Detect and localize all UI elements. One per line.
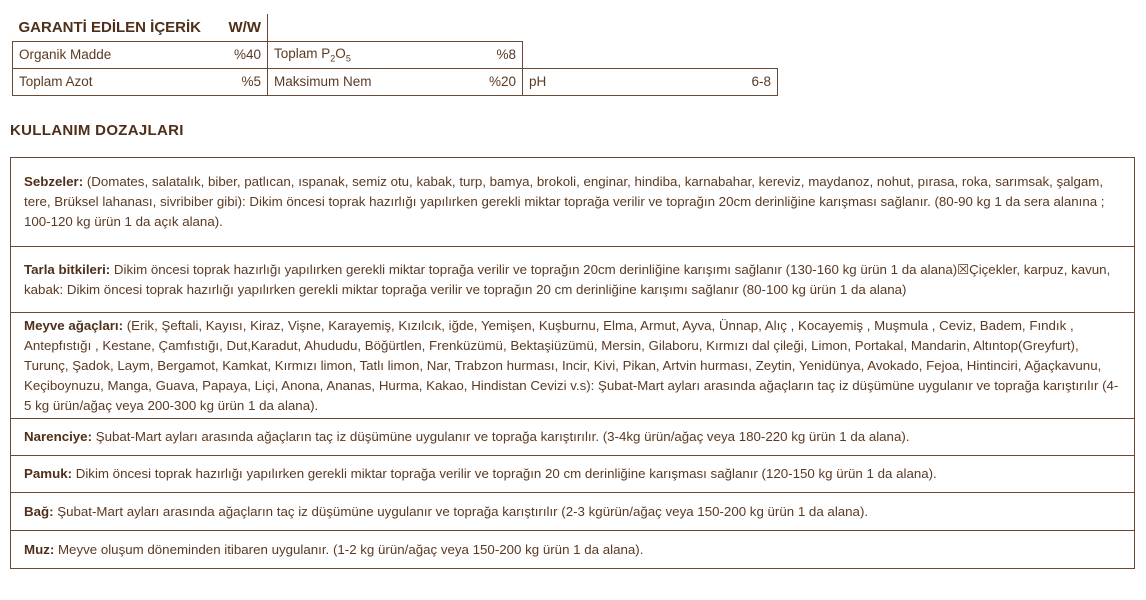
usage-title: KULLANIM DOZAJLARI bbox=[10, 122, 184, 139]
dosage-text: Meyve oluşum döneminden itibaren uygulanır. (1-2 kg ürün/ağaç veya 150-200 kg ürün 1 da alana). bbox=[54, 541, 644, 557]
guarantee-table bbox=[12, 14, 778, 96]
ph-value: 6-8 bbox=[751, 74, 771, 89]
dosage-name: Narenciye: bbox=[24, 429, 92, 444]
dosage-name: Muz: bbox=[24, 541, 55, 557]
total-p2o5-value: %8 bbox=[496, 47, 516, 62]
ph-cell bbox=[523, 68, 778, 95]
dosage-table bbox=[10, 157, 1135, 569]
dosage-name: Tarla bitkileri: bbox=[24, 261, 111, 277]
dosage-text: Şubat-Mart ayları arasında ağaçların taç iz düşümüne uygulanır ve toprağa karıştırılır (2-3 kgürün/ağaç veya 150-200 kg ürün 1 da alana). bbox=[53, 503, 869, 519]
organic-matter-cell bbox=[13, 41, 268, 68]
dosage-name: Pamuk: bbox=[24, 466, 73, 481]
dosage-row-vineyard bbox=[11, 493, 1134, 531]
ww-label: W/W bbox=[228, 18, 261, 36]
total-nitrogen-cell bbox=[13, 68, 268, 95]
guarantee-header bbox=[13, 14, 268, 41]
dosage-text: Dikim öncesi toprak hazırlığı yapılırken gerekli miktar toprağa verilir ve toprağın 20 cm derinliğine karışması sağlanır (120-150 kg ürün 1 da alana). bbox=[72, 466, 937, 481]
dosage-row-fruit-trees bbox=[11, 313, 1134, 419]
dosage-text: Dikim öncesi toprak hazırlığı yapılırken gerekli miktar toprağa verilir ve toprağın 20cm derinliğine karışımı sağlanır (130-160 kg ürün 1 da alana)☒Çiçekler, karpuz, kavun, kabak: Dikim öncesi toprak hazırlığı yapılırken gerekli miktar toprağa verilir ve toprağın 20 cm derinliğine karışımı sağlanır (80-100 kg ürün 1 da alana) bbox=[24, 261, 1111, 297]
total-p2o5-label: Toplam $P_2O_5$ bbox=[274, 45, 351, 64]
dosage-row-field-crops bbox=[11, 247, 1134, 313]
dosage-name: Sebzeler: bbox=[24, 174, 84, 189]
total-nitrogen-label: Toplam Azot bbox=[19, 74, 93, 89]
total-nitrogen-value: %5 bbox=[241, 74, 261, 89]
organic-matter-label: Organik Madde bbox=[19, 47, 112, 62]
max-moisture-label: Maksimum Nem bbox=[274, 74, 372, 89]
max-moisture-cell bbox=[268, 68, 523, 95]
dosage-row-vegetables bbox=[11, 158, 1134, 247]
dosage-name: Meyve ağaçları: bbox=[24, 317, 124, 333]
dosage-name: Bağ: bbox=[24, 503, 54, 519]
max-moisture-value: %20 bbox=[488, 74, 516, 89]
organic-matter-value: %40 bbox=[233, 47, 261, 62]
ph-label: pH bbox=[529, 74, 547, 89]
guarantee-title: GARANTİ EDİLEN İÇERİK bbox=[18, 18, 202, 36]
dosage-row-cotton bbox=[11, 456, 1134, 493]
dosage-row-citrus bbox=[11, 419, 1134, 456]
dosage-row-banana bbox=[11, 531, 1134, 569]
dosage-text: (Domates, salatalık, biber, patlıcan, ıspanak, semiz otu, kabak, turp, bamya, brokoli, enginar, hindiba, karnabahar, kereviz, maydanoz, nohut, pırasa, roka, sarımsak, şalgam, tere, Brüksel lahanası, sivribiber gibi): Dikim öncesi toprak hazırlığı yapılırken gerekli miktar toprağa verilir ve toprağın 20cm derinliğine karışması sağlanır. (80-90 kg 1 da sera alanına ; 100-120 kg ürün 1 da açık alana). bbox=[24, 174, 1105, 229]
dosage-text: (Erik, Şeftali, Kayısı, Kiraz, Vişne, Karayemiş, Kızılcık, iğde, Yemişen, Kuşburnu, Elma, Armut, Ayva, Ünnap, Alıç , Kocayemiş , Muşmula , Ceviz, Badem, Fındık , Antepfıstığı , Kestane, Çamfıstığı, Dut,Karadut, Ahududu, Böğürtlen, Frenküzümü, Bektaşiüzümü, Mersin, Gilaboru, Kırmızı dal çileği, Limon, Portakal, Mandarin, Altıntop(Greyfurt), Turunç, Şadok, Laym, Bergamot, Kamkat, Kırmızı limon, Tatlı limon, Nar, Trabzon hurması, Incir, Kivi, Pikan, Artvin hurması, Zeytin, Yenidünya, Avokado, Fejoa, Hintinciri, Ağaçkavunu, Keçiboynuzu, Manga, Guava, Papaya, Liçi, Anona, Ananas, Hurma, Kakao, Hindistan Cevizi v.s): Şubat-Mart ayları arasında ağaçların taç iz düşümüne uygulanır ve toprağa karıştırılır (4-5 kg ürün/ağaç veya 200-300 kg ürün 1 da alana). bbox=[24, 317, 1119, 413]
dosage-text: Şubat-Mart ayları arasında ağaçların taç iz düşümüne uygulanır ve toprağa karıştırılır. (3-4kg ürün/ağaç veya 180-220 kg ürün 1 da alana). bbox=[92, 429, 910, 444]
total-p2o5-cell bbox=[268, 41, 523, 68]
